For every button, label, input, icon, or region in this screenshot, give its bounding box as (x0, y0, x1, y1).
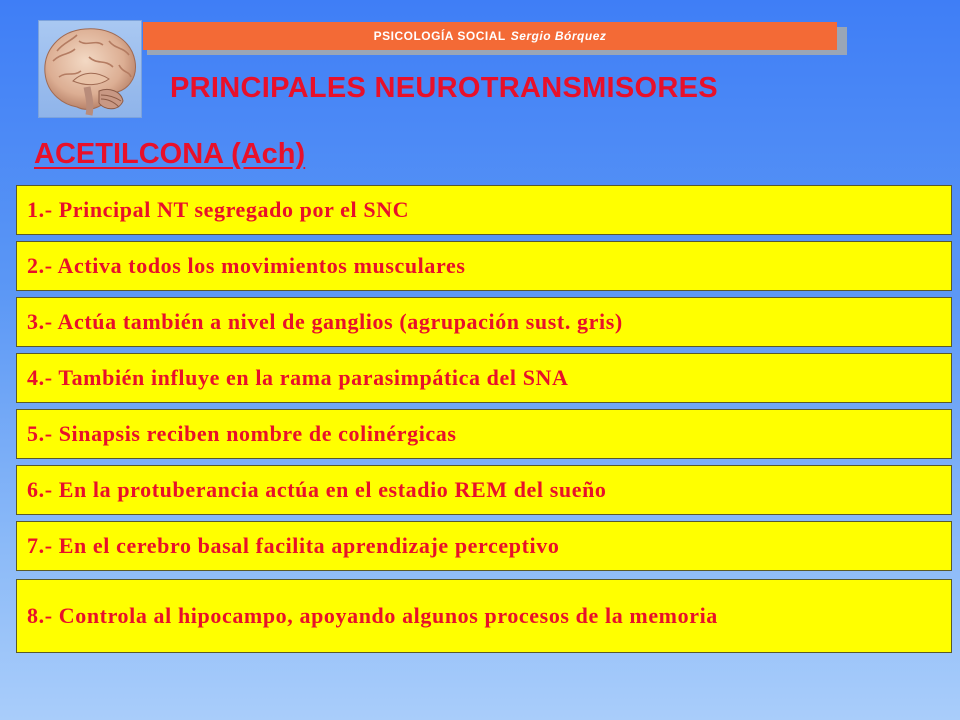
section-subtitle: ACETILCONA (Ach) (34, 138, 306, 170)
list-item: 1.- Principal NT segregado por el SNC (16, 185, 952, 235)
header-bar (143, 22, 837, 50)
list-item: 5.- Sinapsis reciben nombre de colinérgicas (16, 409, 952, 459)
course-name: PSICOLOGÍA SOCIAL (373, 29, 506, 43)
list-item: 6.- En la protuberancia actúa en el estadio REM del sueño (16, 465, 952, 515)
list-item: 7.- En el cerebro basal facilita aprendizaje perceptivo (16, 521, 952, 571)
brain-image (38, 20, 142, 118)
list-item: 4.- También influye en la rama parasimpática del SNA (16, 353, 952, 403)
author-name: Sergio Bórquez (510, 29, 607, 43)
list-item: 3.- Actúa también a nivel de ganglios (agrupación sust. gris) (16, 297, 952, 347)
list-item: 2.- Activa todos los movimientos musculares (16, 241, 952, 291)
page-title: PRINCIPALES NEUROTRANSMISORES (170, 72, 718, 104)
list-item: 8.- Controla al hipocampo, apoyando algunos procesos de la memoria (16, 579, 952, 653)
brain-illustration (39, 21, 141, 117)
